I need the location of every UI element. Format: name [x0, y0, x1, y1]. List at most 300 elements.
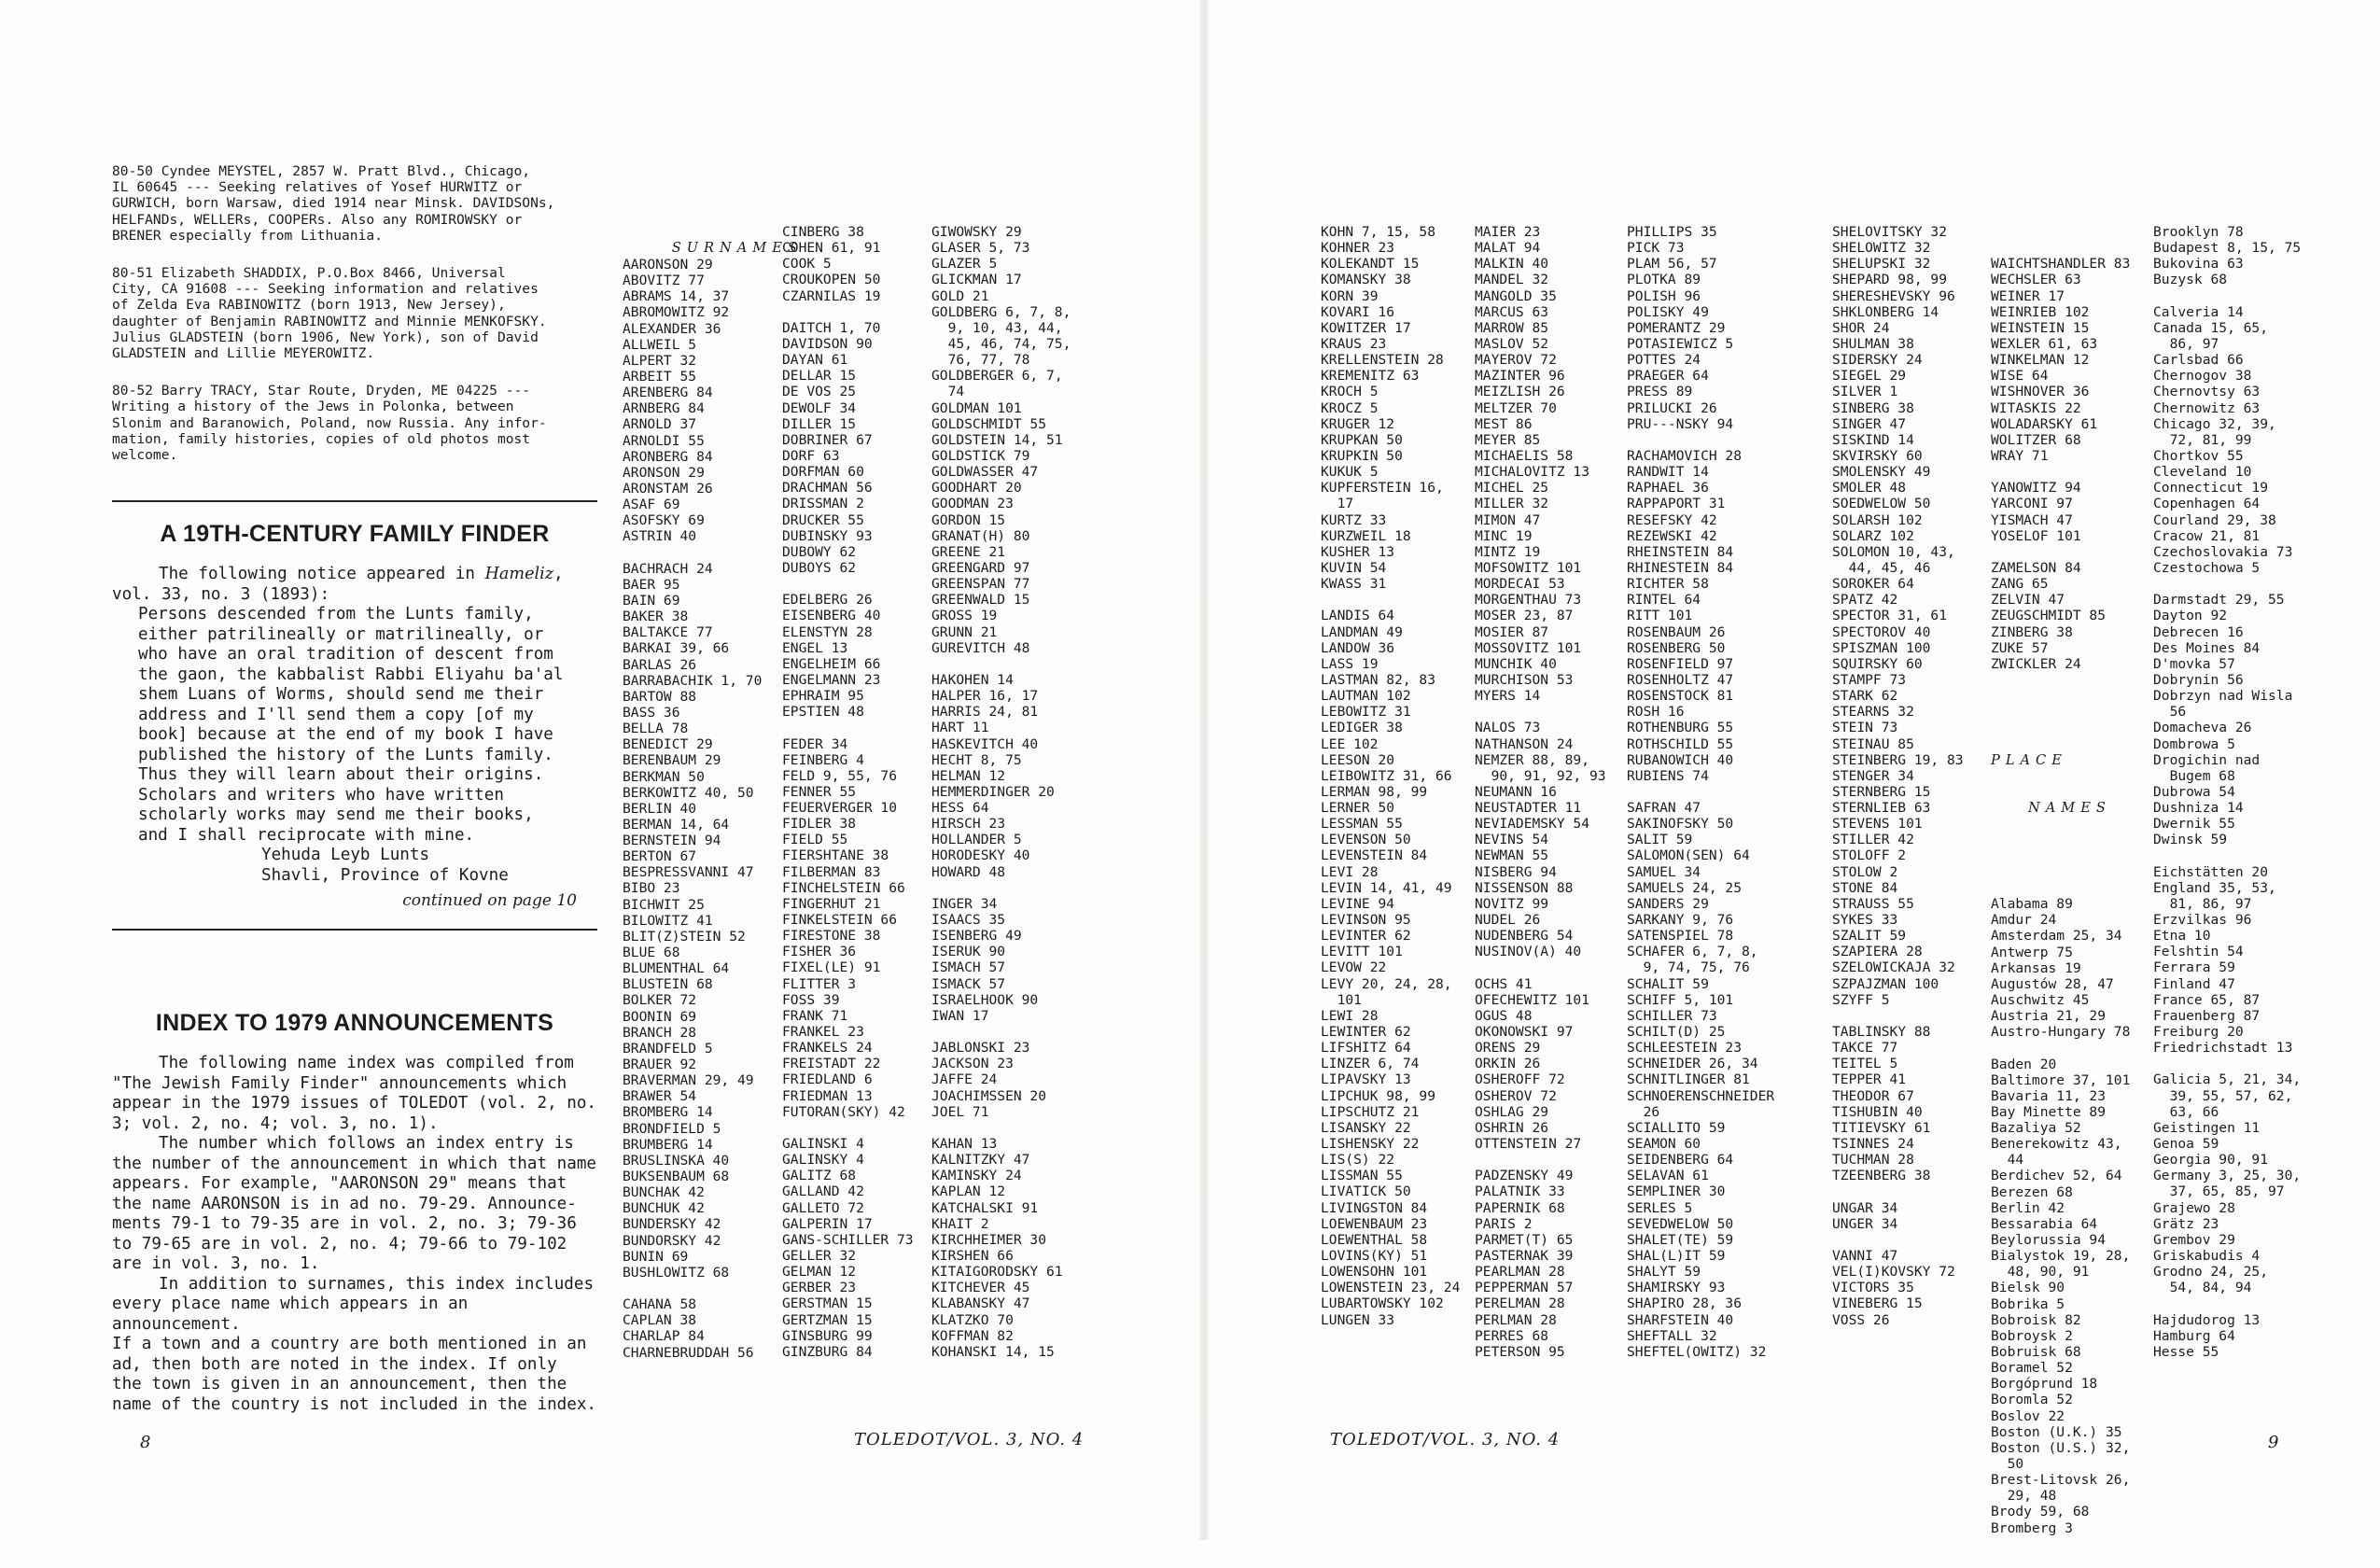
index-entry: GALINSKY 4 — [782, 1152, 864, 1169]
index-entry: KOHNER 23 — [1321, 240, 1395, 257]
index-entry: LEWI 28 — [1321, 1007, 1379, 1024]
index-entry: JABLONSKI 23 — [931, 1040, 1030, 1057]
index-entry: LEVINTER 62 — [1321, 928, 1411, 945]
spacer — [1991, 848, 2130, 864]
section-divider — [112, 500, 597, 502]
index-entry: NEUSTADTER 11 — [1475, 800, 1582, 817]
index-entry: SAKINOFSKY 50 — [1627, 816, 1734, 833]
index-entry: SELAVAN 61 — [1627, 1168, 1709, 1184]
index-entry: BAKER 38 — [623, 609, 689, 625]
index-entry: GERBER 23 — [782, 1280, 857, 1296]
index-entry: HIRSCH 23 — [931, 816, 1006, 833]
index-entry: TITIEVSKY 61 — [1832, 1119, 1931, 1136]
index-entry: NEVINS 54 — [1475, 832, 1549, 848]
index-entry: LEESON 20 — [1321, 751, 1395, 768]
index-entry: YISMACH 47 — [1991, 511, 2073, 528]
index-gap — [782, 304, 914, 320]
index-entry: 76, 77, 78 — [931, 352, 1030, 369]
index-entry: WECHSLER 63 — [1991, 272, 2081, 288]
index-entry: BUKSENBAUM 68 — [623, 1169, 730, 1185]
index-entry: LOVINS(KY) 51 — [1321, 1248, 1428, 1264]
index-entry: BLUMENTHAL 64 — [623, 960, 730, 977]
index-entry: INGER 34 — [931, 895, 998, 912]
index-entry: 56 — [2153, 704, 2187, 721]
index-entry: Grodno 24, 25, — [2153, 1264, 2269, 1281]
index-entry: STEINBERG 19, 83 — [1832, 751, 1964, 768]
index-entry: GRUNN 21 — [931, 623, 998, 640]
index-entry: BRAVERMAN 29, 49 — [623, 1072, 754, 1089]
index-entry: YARCONI 97 — [1991, 496, 2073, 512]
index-entry: GOLDSTEIN 14, 51 — [931, 431, 1063, 448]
index-entry: JAFFE 24 — [931, 1071, 998, 1088]
index-gap — [2153, 847, 2301, 863]
index-entry: GIWOWSKY 29 — [931, 224, 1022, 240]
index-entry: SHULMAN 38 — [1832, 335, 1914, 352]
index-entry: SOLARSH 102 — [1832, 511, 1923, 528]
index-entry: FINKELSTEIN 66 — [782, 912, 898, 929]
index-entry: IWAN 17 — [931, 1007, 989, 1024]
index-entry: BARTOW 88 — [623, 688, 697, 705]
index-intro-line: appear in the 1979 issues of TOLEDOT (vol. 2, no. — [112, 1094, 597, 1113]
index-gap — [1832, 1183, 1964, 1199]
index-entry: WOLITZER 68 — [1991, 431, 2081, 448]
index-entry: CROUKOPEN 50 — [782, 272, 881, 288]
index-entry: MIMON 47 — [1475, 511, 1541, 528]
index-entry: BUNDERSKY 42 — [623, 1216, 721, 1233]
signature-name: Yehuda Leyb Lunts — [261, 846, 430, 865]
index-entry: BLIT(Z)STEIN 52 — [623, 928, 746, 945]
index-entry: BELLA 78 — [623, 721, 689, 737]
index-entry: MEYER 85 — [1475, 431, 1541, 448]
index-entry: POTASIEWICZ 5 — [1627, 335, 1734, 352]
index-entry: RITT 101 — [1627, 608, 1693, 624]
index-entry: PRESS 89 — [1627, 384, 1693, 400]
index-entry: FIDLER 38 — [782, 816, 857, 833]
index-entry: FEDER 34 — [782, 735, 848, 752]
index-entry: 29, 48 — [1991, 1488, 2057, 1505]
index-entry: PAPERNIK 68 — [1475, 1199, 1565, 1216]
index-entry: 74 — [931, 384, 965, 400]
index-entry: BUNCHUK 42 — [623, 1200, 705, 1217]
index-entry: SHAMIRSKY 93 — [1627, 1280, 1726, 1296]
index-intro-line: ad, then both are noted in the index. If only — [112, 1354, 557, 1374]
index-entry: Berezen 68 — [1991, 1183, 2073, 1200]
index-entry: 48, 90, 91 — [1991, 1264, 2090, 1281]
index-entry: HOLLANDER 5 — [931, 832, 1022, 848]
index-entry: KRUPKAN 50 — [1321, 431, 1403, 448]
family-finder-intro: The following notice appeared in Hameliz, — [159, 565, 564, 584]
index-entry: LEVENSON 50 — [1321, 832, 1411, 848]
index-entry: SEVEDWELOW 50 — [1627, 1215, 1734, 1232]
index-entry: Baltimore 37, 101 — [1991, 1071, 2131, 1088]
index-entry: TZEENBERG 38 — [1832, 1168, 1931, 1184]
index-entry: GOLDBERG 6, 7, 8, — [931, 303, 1071, 320]
index-entry: FRANKEL 23 — [782, 1024, 864, 1041]
index-entry: Alabama 89 — [1991, 896, 2073, 913]
index-entry: Frauenberg 87 — [2153, 1007, 2261, 1024]
index-entry: GOLDBERGER 6, 7, — [931, 368, 1063, 385]
index-entry: BASS 36 — [623, 704, 680, 721]
index-entry: DRUCKER 55 — [782, 511, 864, 528]
index-entry: Carlsbad 66 — [2153, 352, 2244, 369]
index-gap — [2153, 288, 2301, 304]
index-intro-line: appears. For example, "AARONSON 29" means that — [112, 1174, 567, 1194]
index-entry: LIPSCHUTZ 21 — [1321, 1103, 1420, 1120]
index-entry: PEARLMAN 28 — [1475, 1264, 1565, 1281]
index-heading: INDEX TO 1979 ANNOUNCEMENTS — [155, 1010, 554, 1037]
index-entry: GALPERIN 17 — [782, 1215, 873, 1232]
index-entry: LASTMAN 82, 83 — [1321, 671, 1436, 688]
index-entry: LINZER 6, 74 — [1321, 1056, 1420, 1072]
index-entry: SEMPLINER 30 — [1627, 1183, 1726, 1200]
index-entry: STEVENS 101 — [1832, 816, 1923, 833]
index-entry: SZALIT 59 — [1832, 928, 1907, 945]
index-entry: NEUMANN 16 — [1475, 783, 1557, 800]
index-entry: Dubrowa 54 — [2153, 783, 2235, 800]
index-entry: COHEN 61, 91 — [782, 240, 881, 257]
index-entry: PARMET(T) 65 — [1475, 1231, 1574, 1248]
index-entry: 101 — [1321, 991, 1362, 1008]
page-number-right: 9 — [2268, 1433, 2279, 1452]
index-entry: SEAMON 60 — [1627, 1136, 1701, 1153]
index-entry: BUNIN 69 — [623, 1248, 689, 1265]
index-entry: LEE 102 — [1321, 735, 1379, 752]
index-gap — [2153, 576, 2301, 592]
index-entry: VEL(I)KOVSKY 72 — [1832, 1264, 1955, 1281]
quote-line: the gaon, the kabbalist Rabbi Eliyahu ba'al — [138, 665, 564, 684]
index-entry: ZELVIN 47 — [1991, 592, 2065, 609]
index-entry: SANDERS 29 — [1627, 895, 1709, 912]
index-entry: CHARLAP 84 — [623, 1328, 705, 1345]
index-entry: Georgia 90, 91 — [2153, 1152, 2269, 1169]
index-entry: SCHNITLINGER 81 — [1627, 1071, 1750, 1088]
quote-line: shem Luans of Worms, should send me their — [138, 685, 544, 705]
index-entry: GREENE 21 — [931, 543, 1006, 560]
index-entry: SHOR 24 — [1832, 319, 1890, 336]
index-entry: ISERUK 90 — [931, 944, 1006, 960]
index-entry: 37, 65, 85, 97 — [2153, 1183, 2285, 1200]
index-entry: WITASKIS 22 — [1991, 399, 2081, 416]
index-entry: GOLDSTICK 79 — [931, 447, 1030, 464]
index-entry: BOONIN 69 — [623, 1008, 697, 1025]
index-entry: CAHANA 58 — [623, 1296, 697, 1313]
index-entry: Friedrichstadt 13 — [2153, 1040, 2293, 1057]
index-entry: SOLOMON 10, 43, — [1832, 543, 1955, 560]
index-entry: SAMUELS 24, 25 — [1627, 879, 1743, 896]
index-gap — [782, 1120, 914, 1136]
index-entry: 45, 46, 74, 75, — [931, 335, 1071, 352]
quote-line: and I shall reciprocate with mine. — [138, 825, 475, 845]
index-entry: ORENS 29 — [1475, 1040, 1541, 1057]
index-entry: DILLER 15 — [782, 415, 857, 432]
index-entry: SZYFF 5 — [1832, 991, 1890, 1008]
index-entry: HART 11 — [931, 720, 989, 736]
index-entry: Connecticut 19 — [2153, 480, 2269, 497]
index-entry: FEINBERG 4 — [782, 751, 864, 768]
index-entry: ASOFSKY 69 — [623, 512, 705, 529]
index-entry: RAPHAEL 36 — [1627, 480, 1709, 497]
index-entry: GROSS 19 — [931, 608, 998, 624]
index-entry: SHARFSTEIN 40 — [1627, 1311, 1734, 1328]
index-entry: GOODMAN 23 — [931, 496, 1014, 512]
index-entry: Etna 10 — [2153, 928, 2211, 945]
index-entry: SPATZ 42 — [1832, 592, 1898, 609]
index-entry: SARKANY 9, 76 — [1627, 912, 1734, 929]
index-entry: GOLDSCHMIDT 55 — [931, 415, 1047, 432]
index-gap — [2153, 1295, 2301, 1311]
index-gap — [782, 576, 914, 592]
index-entry: ALPERT 32 — [623, 352, 697, 369]
index-entry: STARK 62 — [1832, 688, 1898, 705]
index-entry: PADZENSKY 49 — [1475, 1168, 1574, 1184]
index-entry: HECHT 8, 75 — [931, 751, 1022, 768]
index-entry: BUNDORSKY 42 — [623, 1232, 721, 1249]
index-entry: BILOWITZ 41 — [623, 912, 713, 929]
place-heading-line-1: PLACE — [1991, 751, 2067, 768]
index-entry: GLICKMAN 17 — [931, 272, 1022, 288]
index-entry: SHELOWITZ 32 — [1832, 240, 1931, 257]
index-entry: EDELBERG 26 — [782, 592, 873, 609]
index-entry: BIBO 23 — [623, 880, 680, 897]
index-entry: DE VOS 25 — [782, 384, 857, 400]
quote-line: Scholars and writers who have written — [138, 785, 504, 805]
index-entry: PARIS 2 — [1475, 1215, 1533, 1232]
index-entry: PRU---NSKY 94 — [1627, 415, 1734, 432]
index-entry: SHEFTEL(OWITZ) 32 — [1627, 1343, 1767, 1360]
index-entry: BROMBERG 14 — [623, 1104, 713, 1121]
index-entry: BLUE 68 — [623, 945, 680, 961]
index-entry: GLAZER 5 — [931, 256, 998, 273]
index-entry: ALLWEIL 5 — [623, 336, 697, 353]
index-entry: Freiburg 20 — [2153, 1024, 2244, 1041]
index-entry: DUBINSKY 93 — [782, 527, 873, 544]
index-entry: GOLD 21 — [931, 287, 989, 304]
index-gap — [1475, 1152, 1606, 1168]
index-column-2 — [782, 224, 914, 1360]
index-entry: Galicia 5, 21, 34, — [2153, 1071, 2302, 1088]
index-entry: KRUPKIN 50 — [1321, 447, 1403, 464]
index-entry: VANNI 47 — [1832, 1248, 1898, 1264]
index-entry: ENGEL 13 — [782, 639, 848, 656]
index-entry: LOWENSOHN 101 — [1321, 1264, 1428, 1281]
index-gap — [1475, 959, 1606, 975]
index-gap — [931, 880, 1071, 896]
index-entry: MURCHISON 53 — [1475, 671, 1574, 688]
index-entry: KREMENITZ 63 — [1321, 368, 1420, 385]
index-entry: LUBARTOWSKY 102 — [1321, 1295, 1444, 1312]
index-entry: OKONOWSKI 97 — [1475, 1024, 1574, 1041]
index-entry: GINSBURG 99 — [782, 1327, 873, 1344]
index-gap — [1321, 592, 1460, 608]
index-entry: ZWICKLER 24 — [1991, 655, 2081, 672]
index-entry: Cracow 21, 81 — [2153, 527, 2261, 544]
index-entry: RINTEL 64 — [1627, 592, 1701, 609]
index-entry: Dwernik 55 — [2153, 816, 2235, 833]
index-entry: FIXEL(LE) 91 — [782, 959, 881, 976]
index-entry: ROSENFIELD 97 — [1627, 655, 1734, 672]
index-entry: RHEINSTEIN 84 — [1627, 543, 1734, 560]
index-entry: BERENBAUM 29 — [623, 752, 721, 769]
index-entry: GALLETO 72 — [782, 1199, 864, 1216]
index-entry: Felshtin 54 — [2153, 944, 2244, 960]
index-entry: ROTHSCHILD 55 — [1627, 735, 1734, 752]
index-entry: BAIN 69 — [623, 592, 680, 609]
index-entry: Calveria 14 — [2153, 303, 2244, 320]
index-entry: Chortkov 55 — [2153, 447, 2244, 464]
index-entry: STEINAU 85 — [1832, 735, 1914, 752]
index-entry: CHARNEBRUDDAH 56 — [623, 1344, 754, 1361]
index-entry: MOSIER 87 — [1475, 623, 1549, 640]
index-entry: Dayton 92 — [2153, 608, 2228, 624]
index-entry: MEIZLISH 26 — [1475, 384, 1565, 400]
index-entry: STRAUSS 55 — [1832, 895, 1914, 912]
index-entry: MAZINTER 96 — [1475, 368, 1565, 385]
index-entry: Eichstätten 20 — [2153, 863, 2269, 880]
index-entry: Berlin 42 — [1991, 1199, 2065, 1216]
index-entry: DORF 63 — [782, 447, 840, 464]
index-intro-line: 3; vol. 2, no. 4; vol. 3, no. 1). — [112, 1113, 439, 1133]
index-entry: SISKIND 14 — [1832, 431, 1914, 448]
index-entry: Dobrynin 56 — [2153, 671, 2244, 688]
index-entry: KLATZKO 70 — [931, 1311, 1014, 1328]
index-entry: SHALET(TE) 59 — [1627, 1231, 1734, 1248]
index-entry: GOLDMAN 101 — [931, 399, 1022, 416]
index-entry: ASAF 69 — [623, 497, 680, 513]
place-heading-line-2: NAMES — [2028, 800, 2111, 817]
index-entry: LEWINTER 62 — [1321, 1024, 1411, 1041]
index-entry: KOWITZER 17 — [1321, 319, 1411, 336]
index-intro-line: The number which follows an index entry is — [159, 1134, 574, 1154]
index-entry: PRILUCKI 26 — [1627, 399, 1717, 416]
index-entry: LEVENSTEIN 84 — [1321, 847, 1428, 864]
index-entry: ROTHENBURG 55 — [1627, 720, 1734, 736]
index-entry: Geistingen 11 — [2153, 1119, 2261, 1136]
index-entry: SHELOVITSKY 32 — [1832, 224, 1948, 240]
index-entry: SHKLONBERG 14 — [1832, 303, 1939, 320]
index-entry: MOFSOWITZ 101 — [1475, 559, 1582, 576]
index-entry: LEVITT 101 — [1321, 944, 1403, 960]
index-entry: NALOS 73 — [1475, 720, 1541, 736]
index-entry: LIPCHUK 98, 99 — [1321, 1087, 1436, 1104]
index-entry: BICHWIT 25 — [623, 896, 705, 913]
quote-line: Thus they will learn about their origins. — [138, 765, 544, 785]
index-gap — [1991, 464, 2130, 480]
index-entry: Bay Minette 89 — [1991, 1103, 2107, 1120]
index-entry: DEWOLF 34 — [782, 399, 857, 416]
index-entry: ORKIN 26 — [1475, 1056, 1541, 1072]
index-entry: 44 — [1991, 1152, 2024, 1169]
index-entry: LISSMAN 55 — [1321, 1168, 1403, 1184]
index-entry: KRUGER 12 — [1321, 415, 1395, 432]
index-entry: Bobroisk 82 — [1991, 1311, 2081, 1328]
index-entry: WEINRIEB 102 — [1991, 303, 2090, 320]
index-entry: VICTORS 35 — [1832, 1280, 1914, 1296]
index-entry: Bavaria 11, 23 — [1991, 1087, 2107, 1104]
index-entry: Griskabudis 4 — [2153, 1248, 2261, 1264]
index-entry: KROCH 5 — [1321, 384, 1379, 400]
index-entry: Bukovina 63 — [2153, 256, 2244, 273]
index-entry: 9, 74, 75, 76 — [1627, 959, 1750, 976]
index-entry: PETERSON 95 — [1475, 1343, 1565, 1360]
index-entry: SALIT 59 — [1627, 832, 1693, 848]
index-entry: LEVOW 22 — [1321, 959, 1387, 976]
index-column-5 — [1475, 224, 1606, 1360]
index-gap — [623, 545, 762, 561]
index-entry: Genoa 59 — [2153, 1136, 2219, 1153]
index-entry: BAER 95 — [623, 576, 680, 593]
index-entry: MANGOLD 35 — [1475, 287, 1557, 304]
announcement-80-52: 80-52 Barry TRACY, Star Route, Dryden, ME 04225 --- Writing a history of the Jews in Polonka, between Slonim and Baranowich, Poland, now Russia. Any infor- mation, family histories, copies of old photos most welcome. — [112, 383, 547, 464]
index-entry: Chernovtsy 63 — [2153, 384, 2261, 400]
index-entry: WISHNOVER 36 — [1991, 384, 2090, 400]
index-entry: PASTERNAK 39 — [1475, 1248, 1574, 1264]
index-entry: DAVIDSON 90 — [782, 335, 873, 352]
index-entry: ZUKE 57 — [1991, 639, 2049, 656]
index-entry: REZEWSKI 42 — [1627, 527, 1717, 544]
index-entry: FRANKELS 24 — [782, 1040, 873, 1057]
index-entry: Grajewo 28 — [2153, 1199, 2235, 1216]
index-entry: KITCHEVER 45 — [931, 1280, 1030, 1296]
index-entry: GOODHART 20 — [931, 480, 1022, 497]
index-entry: KWASS 31 — [1321, 576, 1387, 593]
index-entry: DAITCH 1, 70 — [782, 319, 881, 336]
index-entry: DAYAN 61 — [782, 352, 848, 369]
index-entry: STERNLIEB 63 — [1832, 800, 1931, 817]
index-entry: Czestochowa 5 — [2153, 559, 2261, 576]
index-entry: Berdichev 52, 64 — [1991, 1168, 2122, 1184]
index-entry: NEWMAN 55 — [1475, 847, 1549, 864]
index-entry: GINZBURG 84 — [782, 1343, 873, 1360]
index-entry: SPECTOROV 40 — [1832, 623, 1931, 640]
index-entry: Amdur 24 — [1991, 912, 2057, 929]
index-entry: SHAL(L)IT 59 — [1627, 1248, 1726, 1264]
running-head-right: TOLEDOT/VOL. 3, NO. 4 — [1330, 1430, 1561, 1449]
index-entry: LEVY 20, 24, 28, — [1321, 975, 1452, 992]
index-entry: ALEXANDER 36 — [623, 320, 721, 337]
index-entry: PICK 73 — [1627, 240, 1685, 257]
index-entry: SIEGEL 29 — [1832, 368, 1907, 385]
index-entry: 9, 10, 43, 44, — [931, 319, 1063, 336]
index-entry: ZINBERG 38 — [1991, 623, 2073, 640]
index-entry: RUBIENS 74 — [1627, 767, 1709, 784]
index-entry: 81, 86, 97 — [2153, 895, 2252, 912]
index-entry: Budapest 8, 15, 75 — [2153, 240, 2302, 257]
index-entry: 90, 91, 92, 93 — [1475, 767, 1606, 784]
index-entry: LIVATICK 50 — [1321, 1183, 1411, 1200]
index-entry: RUBANOWICH 40 — [1627, 751, 1734, 768]
index-entry: BRAWER 54 — [623, 1088, 697, 1105]
index-entry: HOWARD 48 — [931, 863, 1006, 880]
index-entry: CAPLAN 38 — [623, 1312, 697, 1329]
index-entry: EISENBERG 40 — [782, 608, 881, 624]
index-entry: COOK 5 — [782, 256, 832, 273]
index-entry: WEINSTEIN 15 — [1991, 319, 2090, 336]
index-entry: OSHRIN 26 — [1475, 1119, 1549, 1136]
index-gap — [1832, 1232, 1964, 1248]
index-entry: FELD 9, 55, 76 — [782, 767, 898, 784]
index-entry: NEVIADEMSKY 54 — [1475, 816, 1590, 833]
index-entry: LANDIS 64 — [1321, 608, 1395, 624]
index-entry: SMOLENSKY 49 — [1832, 464, 1931, 481]
index-intro-line: In addition to surnames, this index includes — [159, 1274, 595, 1294]
index-entry: Hamburg 64 — [2153, 1327, 2235, 1344]
index-entry: JOACHIMSSEN 20 — [931, 1087, 1047, 1104]
index-entry: BERTON 67 — [623, 848, 697, 865]
index-entry: NUDENBERG 54 — [1475, 928, 1574, 945]
quote-line: Persons descended from the Lunts family, — [138, 605, 534, 624]
index-entry: MARCUS 63 — [1475, 303, 1549, 320]
index-column-6 — [1627, 224, 1774, 1360]
